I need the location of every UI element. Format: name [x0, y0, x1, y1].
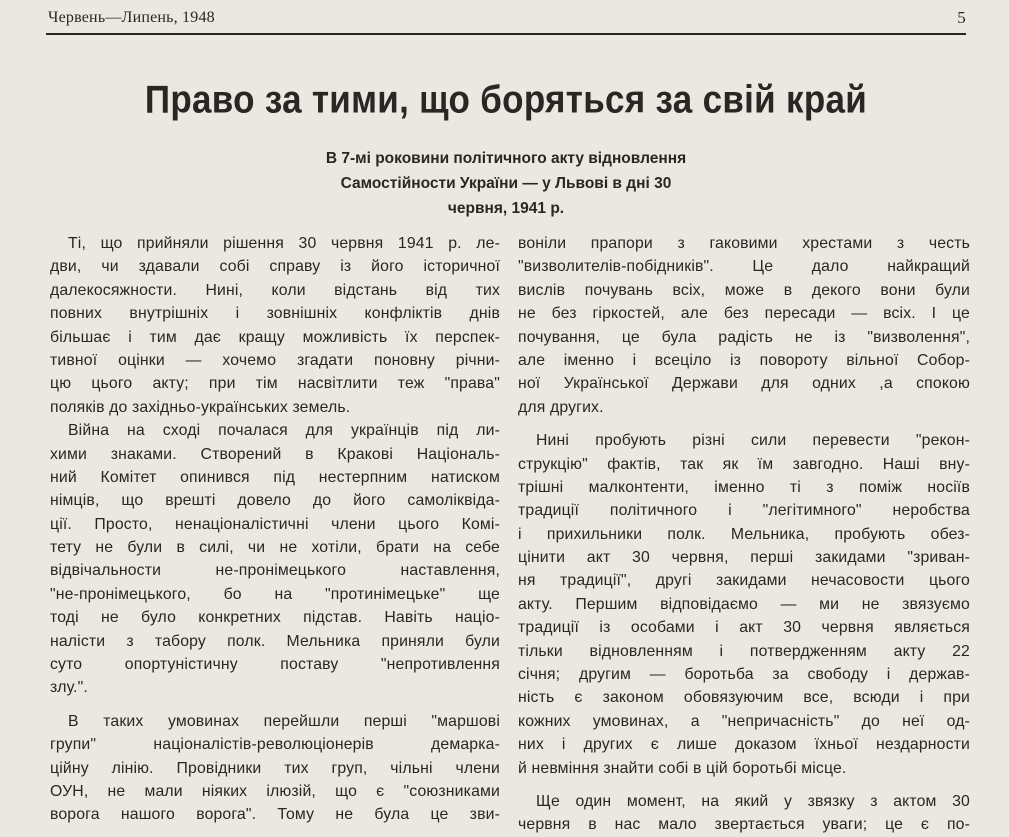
text-line: ції. Просто, ненаціоналістичні члени цього Комі- — [50, 515, 500, 533]
article-title: Право за тими, що боряться за свій край — [144, 77, 868, 122]
text-line: більшає і тим дає кращу можливість їх перспек- — [50, 328, 500, 346]
text-line: традиції політичного і "легітимного" неробства — [518, 502, 970, 520]
subtitle-line: В 7-мі роковини політичного акту відновлення — [325, 150, 687, 167]
text-line: вислів почувань всіх, може в декого вони були — [518, 281, 970, 299]
text-line: групи" націоналістів-революціонерів демарка- — [50, 736, 500, 754]
text-line: далекосяжности. Нині, коли відстань від тих — [50, 281, 500, 299]
left-column — [50, 232, 500, 827]
text-line: тету не були в силі, чи не хотіли, брати на себе — [50, 539, 500, 557]
right-column — [518, 232, 970, 837]
text-line: Нині пробують різні сили перевести "рекон- — [536, 432, 970, 450]
text-line: й невміння знайти собі в цій боротьбі місце. — [518, 759, 847, 777]
text-line: червня в нас мало звертається уваги; це є по- — [518, 816, 970, 834]
text-line: Війна на сході почалася для українців під ли- — [68, 422, 500, 440]
text-line: тоді не було конкретних підстав. Навіть націо- — [50, 609, 500, 627]
text-line: струкцію" фактів, так як їм завгодно. Наші вну- — [518, 455, 970, 473]
text-line: цінити акт 30 червня, перші закидами "зриван- — [518, 549, 970, 567]
running-header — [46, 6, 966, 30]
text-line: трішні малконтенти, іменно ті з поміж носіїв — [518, 478, 970, 496]
text-line: Ще один момент, на який у звязку з актом 30 — [536, 792, 970, 810]
text-line: злу.". — [50, 679, 88, 697]
text-line: "визволителів-побідників". Це дало найкращий — [518, 258, 970, 276]
text-line: традиції із особами і акт 30 червня являється — [518, 619, 970, 637]
text-line: ційну лінію. Провідники тих груп, чільні члени — [50, 759, 500, 777]
text-line: ня традиції", другі закидами нечасовости цього — [518, 572, 970, 590]
text-line: повних внутрішніх і зовнішніх конфліктів днів — [50, 305, 500, 323]
text-line: німців, що врешті довело до його самоліквіда- — [50, 492, 500, 510]
text-line: дви, чи здавали собі справу із його історичної — [50, 258, 500, 276]
text-line: але іменно і всеціло із повороту вільної Собор- — [518, 351, 970, 369]
text-line: хими знаками. Створений в Кракові Національ- — [50, 445, 500, 463]
text-line: тивної оцінки — хочемо згадати поновну річни- — [50, 351, 500, 369]
text-line: них і других є лише доказом їхньої нездарности — [518, 736, 970, 754]
text-line: акту. Першим відповідаємо — ми не звязуємо — [518, 595, 970, 613]
text-line: ність є законом обовязуючим все, всюди і при — [518, 689, 970, 707]
page-number: 5 — [957, 8, 966, 27]
text-line: суто опортуністичну поставу "непротивлення — [50, 656, 500, 674]
text-line: і прихильники полк. Мельника, пробують обез- — [518, 525, 970, 543]
text-line: ворога нашого ворога". Тому не була це зви- — [50, 806, 500, 824]
text-line: тільки відновленням і потвердженням акту 22 — [518, 642, 970, 660]
text-line: поляків до західньо-українських земель. — [50, 398, 351, 416]
text-line: не без гіркостей, але без пересади — всіх. І це — [518, 305, 970, 323]
issue-date: Червень—Липень, 1948 — [48, 9, 215, 26]
text-line: воніли прапори з гаковими хрестами з честь — [518, 235, 970, 252]
article-subtitle — [250, 146, 762, 221]
text-line: відвічальности не-пронімецького наставлення, — [50, 562, 500, 580]
text-line: для других. — [518, 398, 604, 416]
text-line: цю цього акту; при тім насвітлити теж "права" — [50, 375, 500, 393]
text-line: "не-пронімецького, бо на "протинімецьке" ще — [50, 585, 500, 603]
header-rule — [46, 33, 966, 35]
text-line: В таких умовинах перейшли перші "маршові — [68, 712, 500, 730]
subtitle-line: Самостійности України — у Львові в дні 30 — [340, 175, 672, 192]
text-line: січня; другим — боротьба за свободу і держав- — [518, 666, 970, 684]
text-line: ний Комітет опинився під нестерпним натиском — [50, 468, 500, 486]
text-line: ОУН, не мали ніяких ілюзій, що є "союзниками — [50, 782, 500, 800]
text-line: почування, це була радість не із "визволення", — [518, 328, 970, 346]
text-line: ної Української Держави для одних ,а спокою — [518, 375, 970, 393]
text-line: налісти з табору полк. Мельника приняли були — [50, 632, 500, 650]
text-line: Ті, що прийняли рішення 30 червня 1941 р. ле- — [68, 235, 500, 252]
subtitle-line: червня, 1941 р. — [447, 200, 565, 217]
text-line: кожних умовинах, а "непричасність" до неї од- — [518, 712, 970, 730]
